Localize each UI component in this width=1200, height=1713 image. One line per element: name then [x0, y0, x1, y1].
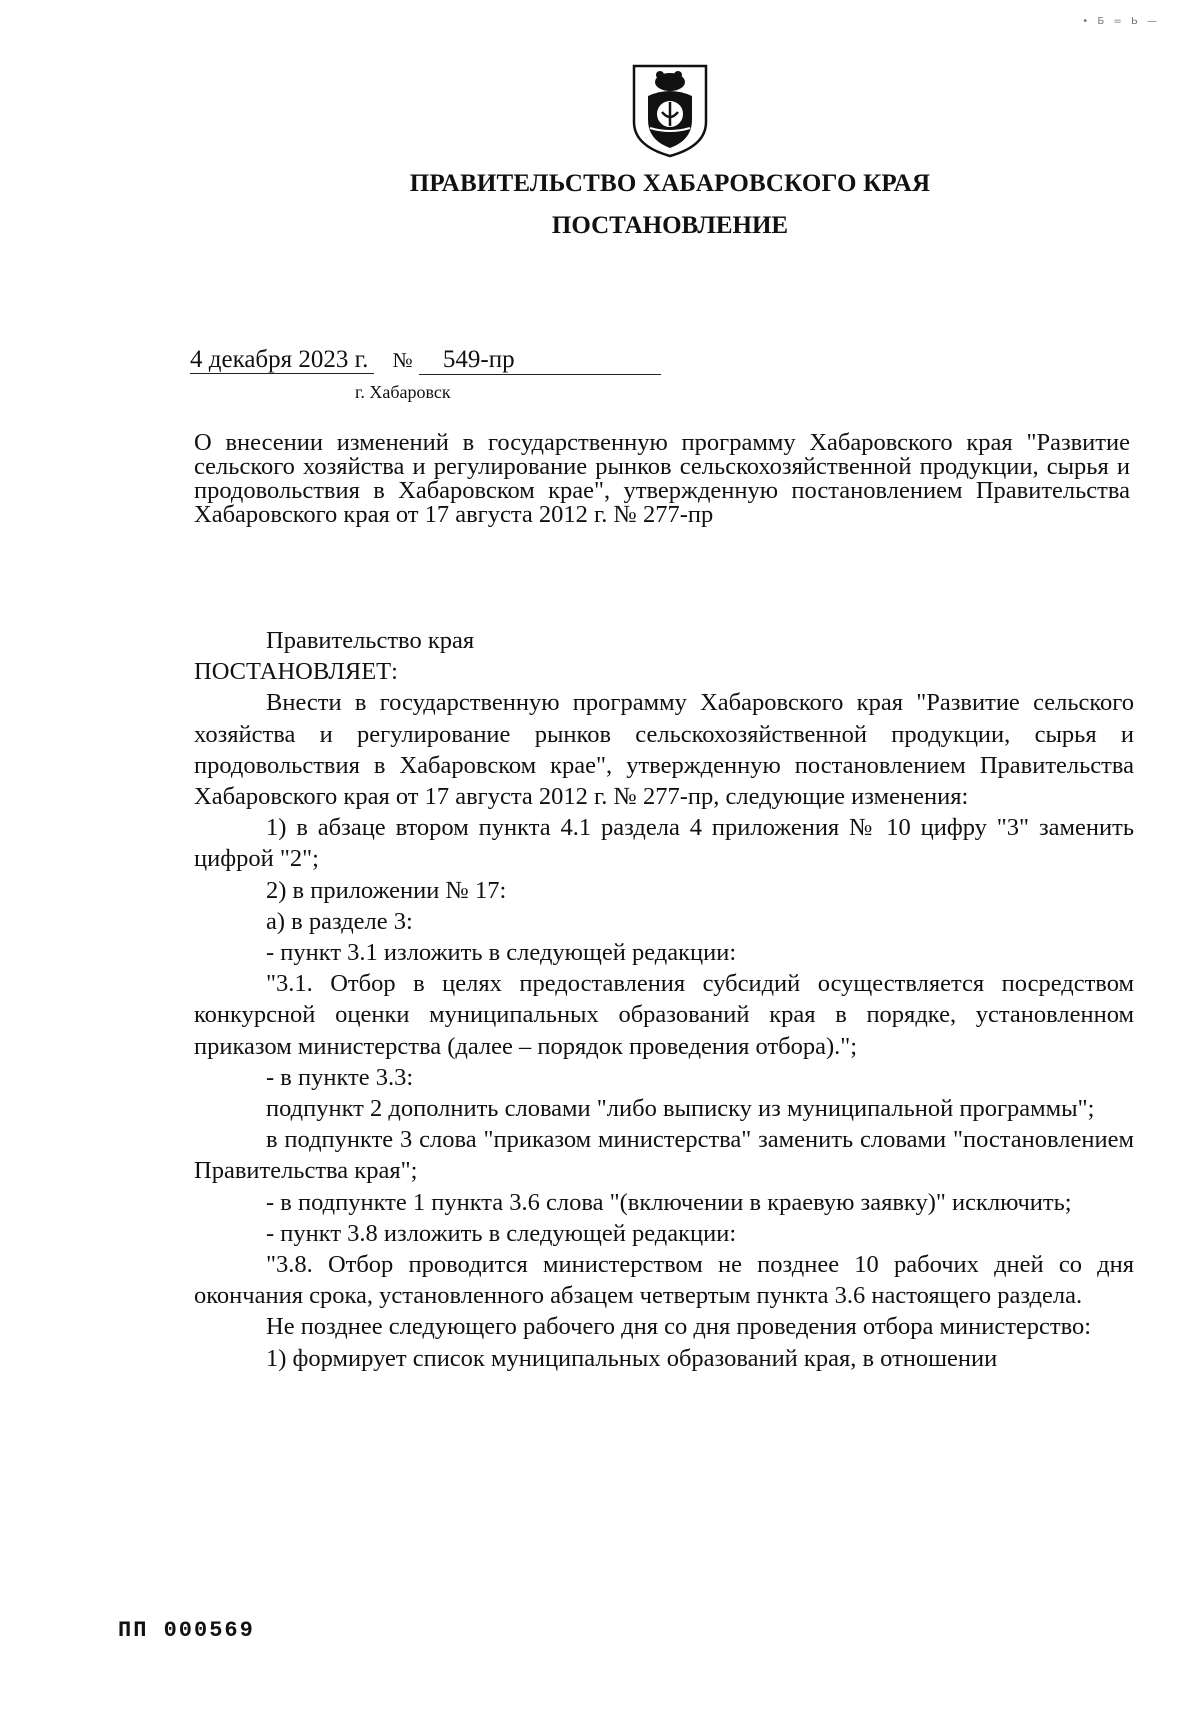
- government-title: ПРАВИТЕЛЬСТВО ХАБАРОВСКОГО КРАЯ: [409, 170, 931, 197]
- form-serial-code: ПП 000569: [118, 1618, 255, 1643]
- preamble: Правительство края: [266, 627, 475, 654]
- amendment-2: 2) в приложении № 17:: [266, 876, 507, 904]
- item-3-6-text: - в подпункте 1 пункта 3.6 слова "(включении в краевую заявку)" исключить;: [266, 1188, 1072, 1216]
- document-number: 549-пр: [419, 346, 661, 375]
- date-number-line: [190, 346, 661, 375]
- document-date: 4 декабря 2023 г.: [190, 346, 374, 374]
- document-type-title: ПОСТАНОВЛЕНИЕ: [551, 212, 789, 239]
- document-city: г. Хабаровск: [355, 382, 451, 402]
- document-body: [194, 625, 1134, 1374]
- item-3-8-text: "3.8. Отбор проводится министерством не позднее 10 рабочих дней со дня окончания срока, установленного абзацем четвертым пункта 3.6 настоящего раздела.: [194, 1251, 1134, 1310]
- item-3-3-sub2: подпункт 2 дополнить словами "либо выписку из муниципальной программы";: [266, 1095, 1095, 1123]
- amendment-2a: а) в разделе 3:: [266, 907, 413, 935]
- item-3-3-sub3: в подпункте 3 слова "приказом министерства" заменить словами "постановлением Правительства края";: [194, 1126, 1134, 1185]
- number-sign: №: [392, 348, 413, 372]
- amendment-1: 1) в абзаце втором пункта 4.1 раздела 4 приложения № 10 цифру "3" заменить цифрой "2";: [194, 814, 1134, 873]
- item-3-1-header: - пункт 3.1 изложить в следующей редакции:: [266, 939, 737, 967]
- item-3-8-deadline: Не позднее следующего рабочего дня со дня проведения отбора министерство:: [266, 1313, 1092, 1341]
- item-3-8-header: - пункт 3.8 изложить в следующей редакции:: [266, 1219, 737, 1247]
- decree-word: ПОСТАНОВЛЯЕТ:: [194, 658, 398, 686]
- item-3-8-list-1: 1) формирует список муниципальных образований края, в отношении: [266, 1344, 998, 1372]
- item-3-1-text: "3.1. Отбор в целях предоставления субсидий осуществляется посредством конкурсной оценки муниципальных образований края в порядке, установленном приказом министерства (далее – порядок проведения отбора).";: [194, 970, 1134, 1060]
- intro-paragraph: Внести в государственную программу Хабаровского края "Развитие сельского хозяйства и регулирование рынков сельскохозяйственной продукции, сырья и продовольствия в Хабаровском крае", утвержденную постановлением Правительства Хабаровского края от 17 августа 2012 г. № 277-пр, следующие изменения:: [194, 689, 1134, 811]
- item-3-3-header: - в пункте 3.3:: [266, 1063, 414, 1091]
- coat-of-arms-icon: [628, 60, 712, 160]
- scan-corner-mark: • Б = Ь —: [1082, 16, 1160, 27]
- document-subject: О внесении изменений в государственную программу Хабаровского края "Развитие сельского хозяйства и регулирование рынков сельскохозяйственной продукции, сырья и продовольствия в Хабаровском крае", утвержденную постановлением Правительства Хабаровского края от 17 августа 2012 г. № 277-пр: [194, 429, 1130, 528]
